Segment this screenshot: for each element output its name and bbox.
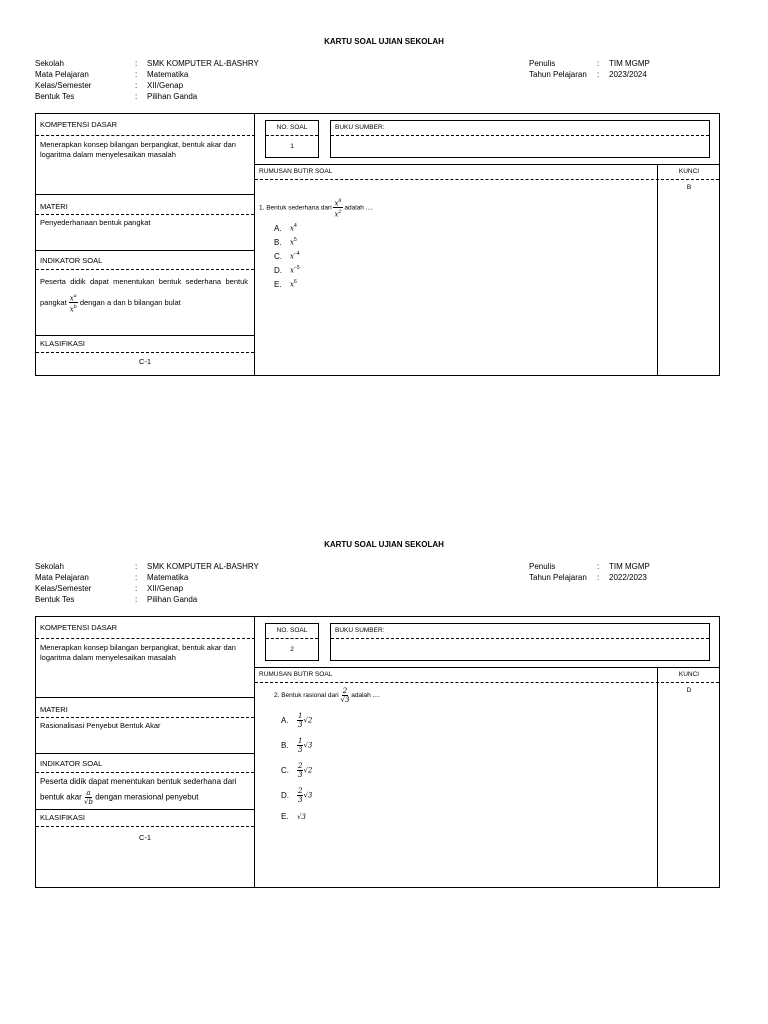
info-value-mapel: Matematika (147, 573, 189, 582)
indikator-header: INDIKATOR SOAL (40, 759, 103, 768)
kompetensi-header: KOMPETENSI DASAR (40, 623, 118, 632)
info-value-bentuk: Pilihan Ganda (147, 92, 198, 101)
indikator-fraction: $\frac{x^a}{x^b}$ (69, 293, 77, 314)
info-value-bentuk: Pilihan Ganda (147, 595, 198, 604)
klasifikasi-value: C-1 (138, 357, 152, 366)
rumusan-header: RUMUSAN BUTIR SOAL (259, 168, 333, 175)
klasifikasi-header: KLASIFIKASI (40, 813, 86, 822)
option-a: A. $x^4$ (274, 223, 297, 233)
kompetensi-text: Menerapkan konsep bilangan berpangkat, bentuk akar dan logaritma dalam menyelesaikan masalah (40, 643, 236, 662)
buku-sumber-header: BUKU SUMBER: (335, 124, 385, 131)
info-value-tahun: 2023/2024 (609, 70, 647, 79)
klasifikasi-header: KLASIFIKASI (40, 339, 86, 348)
question-text: 2. Bentuk rasional dari $\frac{2}{√3}$ adalah .... (274, 687, 380, 704)
no-soal-value: 2 (290, 646, 294, 653)
info-value-tahun: 2022/2023 (609, 573, 647, 582)
info-value-penulis: TIM MGMP (609, 59, 650, 68)
option-e: E. √3 (281, 812, 306, 821)
info-label-sekolah: Sekolah (35, 59, 64, 68)
info-label-mapel: Mata Pelajaran (35, 70, 89, 79)
info-value-sekolah: SMK KOMPUTER AL-BASHRY (147, 59, 259, 68)
left-column (36, 114, 255, 375)
no-soal-header: NO. SOAL (276, 124, 308, 131)
option-c: C. $x^{-4}$ (274, 251, 300, 261)
info-value-penulis: TIM MGMP (609, 562, 650, 571)
question-table (35, 616, 720, 888)
info-label-kelas: Kelas/Semester (35, 81, 92, 90)
buku-sumber-header: BUKU SUMBER: (335, 627, 385, 634)
left-column (36, 617, 255, 887)
option-b: B. $\frac{1}{3}$ √3 (281, 737, 313, 754)
question-fraction: $\frac{x^8}{x^2}$ (334, 198, 342, 219)
kunci-header: KUNCI (678, 671, 700, 678)
option-d: D. $x^{-5}$ (274, 265, 300, 275)
info-label-bentuk: Bentuk Tes (35, 595, 75, 604)
no-soal-box (265, 120, 319, 158)
buku-sumber-box (330, 623, 710, 661)
question-table (35, 113, 720, 376)
rumusan-header: RUMUSAN BUTIR SOAL (259, 671, 333, 678)
option-c: C. $\frac{2}{3}$ √2 (281, 762, 313, 779)
info-value-kelas: XII/Genap (147, 81, 184, 90)
no-soal-box (265, 623, 319, 661)
card-info-right: Penulis : TIM MGMP Tahun Pelajaran : 2022/2023 (529, 562, 650, 582)
option-b: B. $x^5$ (274, 237, 297, 247)
kunci-header: KUNCI (678, 168, 700, 175)
card-info-right: Penulis : TIM MGMP Tahun Pelajaran : 2023/2024 (529, 59, 650, 79)
kunci-value: B (686, 184, 692, 191)
materi-header: MATERI (40, 705, 68, 714)
info-label-penulis: Penulis (529, 59, 556, 68)
kompetensi-header: KOMPETENSI DASAR (40, 120, 118, 129)
info-label-kelas: Kelas/Semester (35, 584, 92, 593)
info-value-kelas: XII/Genap (147, 584, 184, 593)
info-label-mapel: Mata Pelajaran (35, 573, 89, 582)
materi-text: Penyederhanaan bentuk pangkat (40, 218, 151, 227)
materi-text: Rasionalisasi Penyebut Bentuk Akar (40, 721, 161, 730)
indikator-fraction: $\frac{a}{√b}$ (84, 789, 93, 806)
question-fraction: $\frac{2}{√3}$ (340, 687, 350, 704)
indikator-text: Peserta didik dapat menentukan bentuk sederhana bentuk pangkat $\frac{x^a}{x^b}$ dengan a dan b bilangan bulat (40, 277, 248, 314)
info-label-penulis: Penulis (529, 562, 556, 571)
card-info-left: Sekolah : SMK KOMPUTER AL-BASHRY Mata Pelajaran : Matematika Kelas/Semester : XII/Genap Bentuk Tes : Pilihan Ganda (35, 562, 259, 604)
indikator-text: Peserta didik dapat menentukan bentuk sederhana dari bentuk akar $\frac{a}{√b}$ dengan merasional penyebut (40, 777, 237, 806)
option-d: D. $\frac{2}{3}$ √3 (281, 787, 313, 804)
klasifikasi-value: C-1 (138, 833, 152, 842)
option-a: A. $\frac{1}{3}$ √2 (281, 712, 313, 729)
info-label-tahun: Tahun Pelajaran (529, 573, 587, 582)
no-soal-value: 1 (290, 143, 294, 150)
info-label-sekolah: Sekolah (35, 562, 64, 571)
info-value-mapel: Matematika (147, 70, 189, 79)
buku-sumber-box (330, 120, 710, 158)
option-e: E. $x^6$ (274, 279, 297, 289)
kunci-value: D (686, 687, 692, 694)
kompetensi-text: Menerapkan konsep bilangan berpangkat, bentuk akar dan logaritma dalam menyelesaikan masalah (40, 140, 236, 159)
info-label-tahun: Tahun Pelajaran (529, 70, 587, 79)
card-title: KARTU SOAL UJIAN SEKOLAH (324, 540, 444, 549)
materi-header: MATERI (40, 202, 68, 211)
info-value-sekolah: SMK KOMPUTER AL-BASHRY (147, 562, 259, 571)
info-label-bentuk: Bentuk Tes (35, 92, 75, 101)
card-title: KARTU SOAL UJIAN SEKOLAH (324, 37, 444, 46)
indikator-header: INDIKATOR SOAL (40, 256, 103, 265)
question-text: 1. Bentuk sederhana dari $\frac{x^8}{x^2}$ adalah .... (259, 198, 373, 219)
card-info-left: Sekolah : SMK KOMPUTER AL-BASHRY Mata Pelajaran : Matematika Kelas/Semester : XII/Genap Bentuk Tes : Pilihan Ganda (35, 59, 259, 101)
no-soal-header: NO. SOAL (276, 627, 308, 634)
